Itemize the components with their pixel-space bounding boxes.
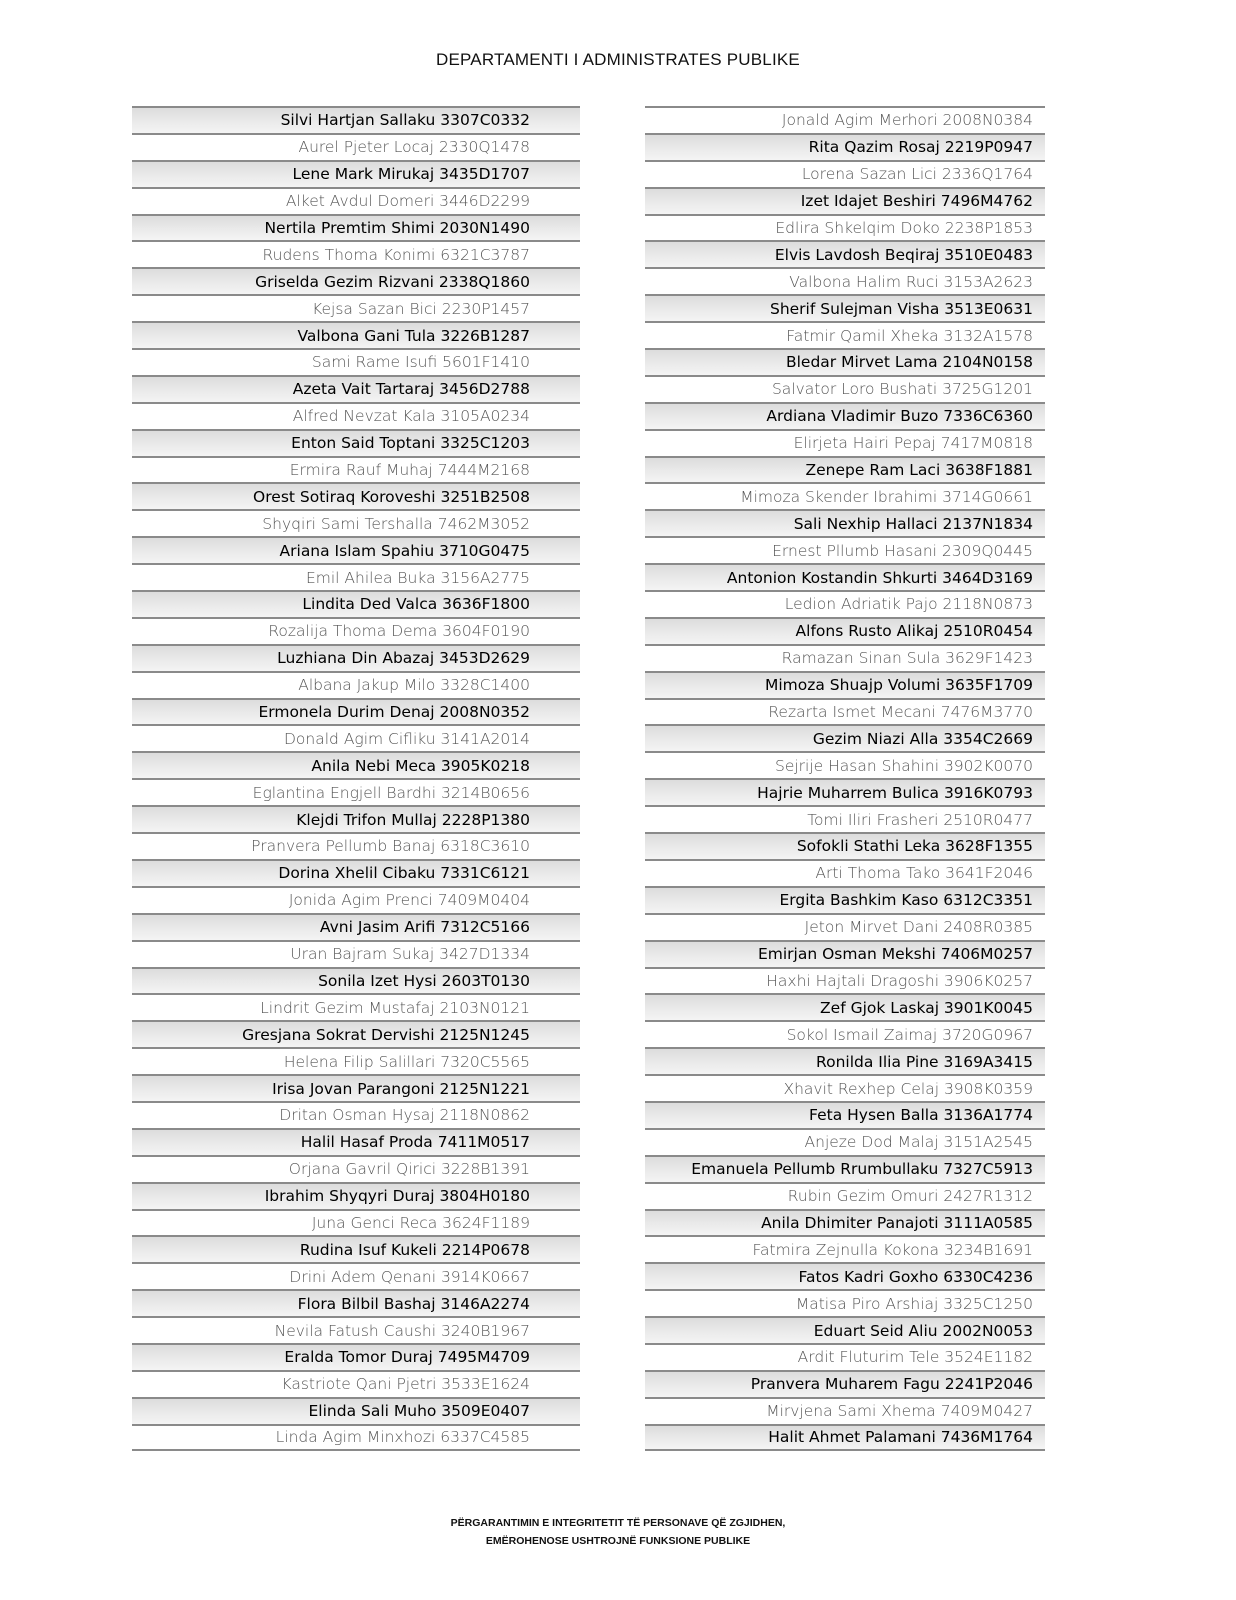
list-item: Pranvera Muharem Fagu 2241P2046 xyxy=(645,1370,1045,1397)
list-item: Irisa Jovan Parangoni 2125N1221 xyxy=(132,1074,580,1101)
list-item: Lindrit Gezim Mustafaj 2103N0121 xyxy=(132,993,580,1020)
list-item: Sejrije Hasan Shahini 3902K0070 xyxy=(645,751,1045,778)
list-item: Salvator Loro Bushati 3725G1201 xyxy=(645,375,1045,402)
footer-line-1: PËRGARANTIMIN E INTEGRITETIT TË PERSONAVE QË ZGJIDHEN, xyxy=(450,1517,786,1529)
list-item: Mimoza Skender Ibrahimi 3714G0661 xyxy=(645,482,1045,509)
list-item: Albana Jakup Milo 3328C1400 xyxy=(132,671,580,698)
right-column-list xyxy=(645,106,1045,1451)
list-item: Pranvera Pellumb Banaj 6318C3610 xyxy=(132,832,580,859)
list-item: Elirjeta Hairi Pepaj 7417M0818 xyxy=(645,429,1045,456)
list-item: Emirjan Osman Mekshi 7406M0257 xyxy=(645,940,1045,967)
list-item: Griselda Gezim Rizvani 2338Q1860 xyxy=(132,267,580,294)
list-item: Bledar Mirvet Lama 2104N0158 xyxy=(645,348,1045,375)
list-item: Fatmir Qamil Xheka 3132A1578 xyxy=(645,321,1045,348)
list-item: Ariana Islam Spahiu 3710G0475 xyxy=(132,536,580,563)
list-item: Sherif Sulejman Visha 3513E0631 xyxy=(645,294,1045,321)
list-item: Gresjana Sokrat Dervishi 2125N1245 xyxy=(132,1020,580,1047)
list-item: Juna Genci Reca 3624F1189 xyxy=(132,1209,580,1236)
list-item: Zenepe Ram Laci 3638F1881 xyxy=(645,456,1045,483)
list-item: Rudina Isuf Kukeli 2214P0678 xyxy=(132,1235,580,1262)
list-item: Anjeze Dod Malaj 3151A2545 xyxy=(645,1128,1045,1155)
left-column-list xyxy=(132,106,580,1451)
list-item: Donald Agim Cifliku 3141A2014 xyxy=(132,724,580,751)
list-item: Eglantina Engjell Bardhi 3214B0656 xyxy=(132,778,580,805)
list-item: Jonald Agim Merhori 2008N0384 xyxy=(645,106,1045,133)
list-item: Elinda Sali Muho 3509E0407 xyxy=(132,1397,580,1424)
list-item: Tomi Iliri Frasheri 2510R0477 xyxy=(645,805,1045,832)
list-item: Sofokli Stathi Leka 3628F1355 xyxy=(645,832,1045,859)
list-item: Haxhi Hajtali Dragoshi 3906K0257 xyxy=(645,967,1045,994)
list-item: Luzhiana Din Abazaj 3453D2629 xyxy=(132,644,580,671)
list-item: Fatmira Zejnulla Kokona 3234B1691 xyxy=(645,1235,1045,1262)
list-item: Drini Adem Qenani 3914K0667 xyxy=(132,1262,580,1289)
footer-line-2: EMËROHENOSE USHTROJNË FUNKSIONE PUBLIKE xyxy=(485,1535,751,1547)
list-item: Ermira Rauf Muhaj 7444M2168 xyxy=(132,456,580,483)
list-item: Kastriote Qani Pjetri 3533E1624 xyxy=(132,1370,580,1397)
list-item: Sami Rame Isufi 5601F1410 xyxy=(132,348,580,375)
list-item: Elvis Lavdosh Beqiraj 3510E0483 xyxy=(645,240,1045,267)
list-item: Anila Dhimiter Panajoti 3111A0585 xyxy=(645,1209,1045,1236)
list-item: Halil Hasaf Proda 7411M0517 xyxy=(132,1128,580,1155)
list-item: Rudens Thoma Konimi 6321C3787 xyxy=(132,240,580,267)
list-item: Alfons Rusto Alikaj 2510R0454 xyxy=(645,617,1045,644)
list-item: Sali Nexhip Hallaci 2137N1834 xyxy=(645,509,1045,536)
list-item: Rozalija Thoma Dema 3604F0190 xyxy=(132,617,580,644)
list-item: Dritan Osman Hysaj 2118N0862 xyxy=(132,1101,580,1128)
list-item: Eralda Tomor Duraj 7495M4709 xyxy=(132,1343,580,1370)
list-item: Hajrie Muharrem Bulica 3916K0793 xyxy=(645,778,1045,805)
list-item: Shyqiri Sami Tershalla 7462M3052 xyxy=(132,509,580,536)
list-item: Eduart Seid Aliu 2002N0053 xyxy=(645,1316,1045,1343)
list-item: Klejdi Trifon Mullaj 2228P1380 xyxy=(132,805,580,832)
list-item: Lene Mark Mirukaj 3435D1707 xyxy=(132,160,580,187)
list-item: Sonila Izet Hysi 2603T0130 xyxy=(132,967,580,994)
list-item: Linda Agim Minxhozi 6337C4585 xyxy=(132,1424,580,1451)
list-item: Xhavit Rexhep Celaj 3908K0359 xyxy=(645,1074,1045,1101)
list-item: Matisa Piro Arshiaj 3325C1250 xyxy=(645,1289,1045,1316)
list-item: Anila Nebi Meca 3905K0218 xyxy=(132,751,580,778)
list-item: Valbona Halim Ruci 3153A2623 xyxy=(645,267,1045,294)
list-item: Uran Bajram Sukaj 3427D1334 xyxy=(132,940,580,967)
list-item: Izet Idajet Beshiri 7496M4762 xyxy=(645,187,1045,214)
list-item: Mimoza Shuajp Volumi 3635F1709 xyxy=(645,671,1045,698)
list-item: Halit Ahmet Palamani 7436M1764 xyxy=(645,1424,1045,1451)
list-item: Mirvjena Sami Xhema 7409M0427 xyxy=(645,1397,1045,1424)
list-item: Ronilda Ilia Pine 3169A3415 xyxy=(645,1047,1045,1074)
list-item: Ernest Pllumb Hasani 2309Q0445 xyxy=(645,536,1045,563)
list-item: Jonida Agim Prenci 7409M0404 xyxy=(132,886,580,913)
list-item: Nevila Fatush Caushi 3240B1967 xyxy=(132,1316,580,1343)
list-item: Valbona Gani Tula 3226B1287 xyxy=(132,321,580,348)
list-item: Feta Hysen Balla 3136A1774 xyxy=(645,1101,1045,1128)
list-item: Ardiana Vladimir Buzo 7336C6360 xyxy=(645,402,1045,429)
list-item: Silvi Hartjan Sallaku 3307C0332 xyxy=(132,106,580,133)
list-item: Enton Said Toptani 3325C1203 xyxy=(132,429,580,456)
list-item: Sokol Ismail Zaimaj 3720G0967 xyxy=(645,1020,1045,1047)
list-item: Zef Gjok Laskaj 3901K0045 xyxy=(645,993,1045,1020)
list-item: Alfred Nevzat Kala 3105A0234 xyxy=(132,402,580,429)
list-item: Fatos Kadri Goxho 6330C4236 xyxy=(645,1262,1045,1289)
list-item: Flora Bilbil Bashaj 3146A2274 xyxy=(132,1289,580,1316)
list-item: Edlira Shkelqim Doko 2238P1853 xyxy=(645,214,1045,241)
list-item: Aurel Pjeter Locaj 2330Q1478 xyxy=(132,133,580,160)
list-item: Antonion Kostandin Shkurti 3464D3169 xyxy=(645,563,1045,590)
list-item: Ibrahim Shyqyri Duraj 3804H0180 xyxy=(132,1182,580,1209)
list-item: Ramazan Sinan Sula 3629F1423 xyxy=(645,644,1045,671)
list-item: Dorina Xhelil Cibaku 7331C6121 xyxy=(132,859,580,886)
list-item: Rezarta Ismet Mecani 7476M3770 xyxy=(645,698,1045,725)
list-item: Helena Filip Salillari 7320C5565 xyxy=(132,1047,580,1074)
list-item: Rita Qazim Rosaj 2219P0947 xyxy=(645,133,1045,160)
footer xyxy=(0,1514,1236,1550)
list-item: Gezim Niazi Alla 3354C2669 xyxy=(645,724,1045,751)
list-item: Alket Avdul Domeri 3446D2299 xyxy=(132,187,580,214)
list-item: Nertila Premtim Shimi 2030N1490 xyxy=(132,214,580,241)
list-item: Azeta Vait Tartaraj 3456D2788 xyxy=(132,375,580,402)
list-item: Ardit Fluturim Tele 3524E1182 xyxy=(645,1343,1045,1370)
list-item: Kejsa Sazan Bici 2230P1457 xyxy=(132,294,580,321)
list-item: Lindita Ded Valca 3636F1800 xyxy=(132,590,580,617)
list-item: Ledion Adriatik Pajo 2118N0873 xyxy=(645,590,1045,617)
list-item: Ergita Bashkim Kaso 6312C3351 xyxy=(645,886,1045,913)
list-item: Emil Ahilea Buka 3156A2775 xyxy=(132,563,580,590)
list-item: Lorena Sazan Lici 2336Q1764 xyxy=(645,160,1045,187)
page-title: DEPARTAMENTI I ADMINISTRATES PUBLIKE xyxy=(436,50,800,69)
list-item: Arti Thoma Tako 3641F2046 xyxy=(645,859,1045,886)
list-item: Orjana Gavril Qirici 3228B1391 xyxy=(132,1155,580,1182)
list-item: Orest Sotiraq Koroveshi 3251B2508 xyxy=(132,482,580,509)
list-item: Avni Jasim Arifi 7312C5166 xyxy=(132,913,580,940)
list-item: Rubin Gezim Omuri 2427R1312 xyxy=(645,1182,1045,1209)
list-item: Jeton Mirvet Dani 2408R0385 xyxy=(645,913,1045,940)
list-item: Emanuela Pellumb Rrumbullaku 7327C5913 xyxy=(645,1155,1045,1182)
list-item: Ermonela Durim Denaj 2008N0352 xyxy=(132,698,580,725)
